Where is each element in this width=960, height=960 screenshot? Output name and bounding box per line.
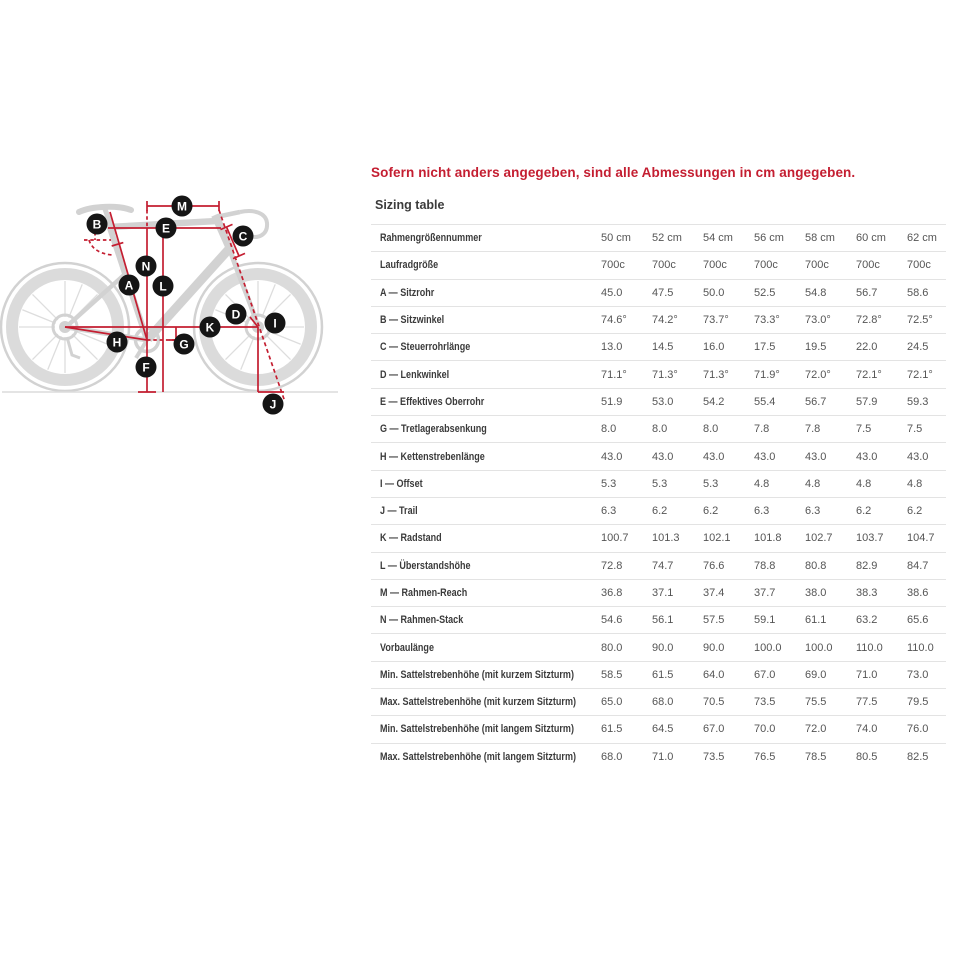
row-value: 50.0 — [703, 279, 754, 306]
marker-D — [226, 304, 247, 325]
row-value: 700c — [754, 252, 805, 279]
row-label: Vorbaulänge — [371, 634, 601, 661]
row-value: 4.8 — [907, 470, 946, 497]
table-row — [371, 388, 946, 415]
row-value: 45.0 — [601, 279, 652, 306]
marker-L — [153, 276, 174, 297]
marker-K — [200, 317, 221, 338]
row-value: 54 cm — [703, 225, 754, 252]
row-value: 7.5 — [907, 416, 946, 443]
marker-H — [107, 332, 128, 353]
row-value: 700c — [907, 252, 946, 279]
row-value: 104.7 — [907, 525, 946, 552]
row-label: Rahmengrößennummer — [371, 225, 601, 252]
row-value: 71.3° — [703, 361, 754, 388]
row-value: 68.0 — [652, 689, 703, 716]
row-value: 68.0 — [601, 750, 623, 763]
table-row — [371, 416, 946, 443]
row-value: 6.2 — [703, 497, 754, 524]
row-value: 22.0 — [856, 334, 907, 361]
row-value: 700c — [856, 252, 907, 279]
row-value: 76.5 — [754, 750, 776, 763]
row-value: 6.3 — [754, 497, 805, 524]
table-row — [371, 661, 946, 688]
row-value: 58.5 — [601, 661, 652, 688]
row-label: Max. Sattelstrebenhöhe (mit langem Sitzturm) — [380, 750, 576, 763]
row-value: 43.0 — [601, 443, 652, 470]
row-value: 102.7 — [805, 525, 856, 552]
row-value: 14.5 — [652, 334, 703, 361]
row-value: 73.0 — [907, 661, 946, 688]
row-value: 72.0 — [805, 716, 856, 743]
table-row — [371, 634, 946, 661]
row-value: 82.9 — [856, 552, 907, 579]
table-row — [371, 497, 946, 524]
row-value: 90.0 — [703, 634, 754, 661]
row-value: 80.0 — [601, 634, 652, 661]
row-value: 38.0 — [805, 579, 856, 606]
row-value: 76.0 — [907, 716, 946, 743]
row-value: 103.7 — [856, 525, 907, 552]
row-value: 54.2 — [703, 388, 754, 415]
row-value: 700c — [652, 252, 703, 279]
row-value: 6.3 — [601, 497, 652, 524]
row-value: 7.8 — [754, 416, 805, 443]
sizing-table-title: Sizing table — [375, 198, 445, 212]
row-value: 59.1 — [754, 607, 805, 634]
marker-M — [172, 196, 193, 217]
row-value: 51.9 — [601, 388, 652, 415]
svg-text:E: E — [161, 221, 171, 236]
row-value: 70.5 — [703, 689, 754, 716]
row-value: 53.0 — [652, 388, 703, 415]
row-value: 69.0 — [805, 661, 856, 688]
row-value: 78.5 — [805, 750, 827, 763]
row-value: 70.0 — [754, 716, 805, 743]
row-value: 24.5 — [907, 334, 946, 361]
row-value: 57.9 — [856, 388, 907, 415]
row-label: K — Radstand — [371, 525, 601, 552]
svg-text:I: I — [273, 316, 277, 331]
row-value: 700c — [601, 252, 652, 279]
row-value: 700c — [703, 252, 754, 279]
table-row — [371, 552, 946, 579]
marker-N — [136, 256, 157, 277]
row-value: 79.5 — [907, 689, 946, 716]
svg-text:B: B — [92, 217, 102, 232]
table-row — [371, 306, 946, 333]
row-value: 90.0 — [652, 634, 703, 661]
row-value: 8.0 — [703, 416, 754, 443]
table-row — [371, 225, 946, 252]
row-value: 73.7° — [703, 306, 754, 333]
row-value: 38.6 — [907, 579, 946, 606]
row-value: 67.0 — [754, 661, 805, 688]
row-label: Min. Sattelstrebenhöhe (mit langem Sitzturm) — [371, 716, 601, 743]
row-value: 37.4 — [703, 579, 754, 606]
row-value: 6.3 — [805, 497, 856, 524]
row-label: B — Sitzwinkel — [371, 306, 601, 333]
row-value: 43.0 — [805, 443, 856, 470]
row-value: 100.7 — [601, 525, 652, 552]
row-value: 700c — [805, 252, 856, 279]
row-value: 80.5 — [856, 750, 878, 763]
row-value: 65.6 — [907, 607, 946, 634]
row-value: 6.2 — [907, 497, 946, 524]
row-value: 37.7 — [754, 579, 805, 606]
svg-text:D: D — [231, 307, 241, 322]
marker-I — [265, 313, 286, 334]
row-value: 5.3 — [652, 470, 703, 497]
row-value: 56.7 — [805, 388, 856, 415]
row-value: 73.5 — [754, 689, 805, 716]
row-value: 71.0 — [856, 661, 907, 688]
svg-text:H: H — [112, 335, 122, 350]
row-value: 56 cm — [754, 225, 805, 252]
svg-text:G: G — [179, 337, 189, 352]
table-row — [371, 334, 946, 361]
row-value: 43.0 — [703, 443, 754, 470]
marker-J — [263, 394, 284, 415]
row-value: 72.1° — [907, 361, 946, 388]
row-value: 65.0 — [601, 689, 652, 716]
row-value: 4.8 — [805, 470, 856, 497]
row-value: 71.0 — [652, 750, 674, 763]
table-row — [371, 716, 946, 743]
row-value: 8.0 — [601, 416, 652, 443]
row-value: 6.2 — [652, 497, 703, 524]
svg-text:N: N — [141, 259, 151, 274]
row-value: 73.3° — [754, 306, 805, 333]
row-label: G — Tretlagerabsenkung — [371, 416, 601, 443]
row-value: 74.7 — [652, 552, 703, 579]
row-value: 52.5 — [754, 279, 805, 306]
table-row — [371, 607, 946, 634]
row-label: M — Rahmen-Reach — [371, 579, 601, 606]
row-value: 58.6 — [907, 279, 946, 306]
row-label: C — Steuerrohrlänge — [371, 334, 601, 361]
row-value: 43.0 — [754, 443, 805, 470]
row-value: 43.0 — [652, 443, 703, 470]
marker-F — [136, 357, 157, 378]
row-value: 59.3 — [907, 388, 946, 415]
row-value: 16.0 — [703, 334, 754, 361]
row-value: 72.1° — [856, 361, 907, 388]
svg-text:M: M — [177, 199, 187, 214]
row-value: 43.0 — [907, 443, 946, 470]
row-value: 72.5° — [907, 306, 946, 333]
table-row — [371, 279, 946, 306]
row-label: D — Lenkwinkel — [371, 361, 601, 388]
marker-B — [87, 214, 108, 235]
row-value: 64.5 — [652, 716, 703, 743]
row-value: 7.5 — [856, 416, 907, 443]
row-value: 101.8 — [754, 525, 805, 552]
row-value: 71.3° — [652, 361, 703, 388]
row-value: 61.5 — [652, 661, 703, 688]
row-value: 47.5 — [652, 279, 703, 306]
row-value: 73.5 — [703, 750, 725, 763]
row-value: 100.0 — [754, 634, 805, 661]
table-row — [371, 689, 946, 716]
row-value: 61.5 — [601, 716, 652, 743]
row-value: 54.8 — [805, 279, 856, 306]
row-value: 74.2° — [652, 306, 703, 333]
row-value: 50 cm — [601, 225, 652, 252]
row-value: 74.0 — [856, 716, 907, 743]
row-label: Min. Sattelstrebenhöhe (mit kurzem Sitzturm) — [371, 661, 601, 688]
row-value: 71.1° — [601, 361, 652, 388]
row-value: 72.0° — [805, 361, 856, 388]
row-value: 36.8 — [601, 579, 652, 606]
row-value: 54.6 — [601, 607, 652, 634]
row-value: 37.1 — [652, 579, 703, 606]
row-value: 61.1 — [805, 607, 856, 634]
svg-text:J: J — [269, 397, 277, 412]
units-note: Sofern nicht anders angegeben, sind alle Abmessungen in cm angegeben. — [371, 165, 856, 180]
row-value: 55.4 — [754, 388, 805, 415]
measure-arc-B — [89, 240, 112, 255]
row-label: L — Überstandshöhe — [371, 552, 601, 579]
row-value: 84.7 — [907, 552, 946, 579]
row-value: 72.8° — [856, 306, 907, 333]
row-value: 4.8 — [754, 470, 805, 497]
row-value: 110.0 — [856, 634, 907, 661]
row-value: 73.0° — [805, 306, 856, 333]
row-value: 75.5 — [805, 689, 856, 716]
row-value: 64.0 — [703, 661, 754, 688]
row-value: 101.3 — [652, 525, 703, 552]
row-value: 56.1 — [652, 607, 703, 634]
row-label: J — Trail — [371, 497, 601, 524]
table-row — [371, 525, 946, 552]
row-value: 74.6° — [601, 306, 652, 333]
row-value: 4.8 — [856, 470, 907, 497]
row-value: 56.7 — [856, 279, 907, 306]
row-value: 82.5 — [907, 750, 929, 763]
row-label: N — Rahmen-Stack — [371, 607, 601, 634]
row-value: 5.3 — [601, 470, 652, 497]
row-value: 38.3 — [856, 579, 907, 606]
svg-text:F: F — [142, 360, 150, 375]
row-value: 52 cm — [652, 225, 703, 252]
svg-text:L: L — [159, 279, 167, 294]
row-value: 102.1 — [703, 525, 754, 552]
row-label: Laufradgröße — [371, 252, 601, 279]
row-label: Max. Sattelstrebenhöhe (mit kurzem Sitzturm) — [371, 689, 601, 716]
row-value: 80.8 — [805, 552, 856, 579]
row-label: H — Kettenstrebenlänge — [371, 443, 601, 470]
row-value: 100.0 — [805, 634, 856, 661]
marker-G — [174, 334, 195, 355]
row-value: 7.8 — [805, 416, 856, 443]
row-label: A — Sitzrohr — [371, 279, 601, 306]
sizing-table — [371, 224, 946, 770]
row-value: 13.0 — [601, 334, 652, 361]
row-value: 8.0 — [652, 416, 703, 443]
table-row — [371, 579, 946, 606]
svg-text:A: A — [124, 278, 134, 293]
row-value: 62 cm — [907, 225, 946, 252]
table-row — [371, 252, 946, 279]
row-value: 43.0 — [856, 443, 907, 470]
row-value: 76.6 — [703, 552, 754, 579]
table-row — [371, 470, 946, 497]
measure-line-H — [65, 327, 147, 340]
row-value: 71.9° — [754, 361, 805, 388]
row-value: 67.0 — [703, 716, 754, 743]
row-value: 58 cm — [805, 225, 856, 252]
marker-E — [156, 218, 177, 239]
row-value: 6.2 — [856, 497, 907, 524]
marker-C — [233, 226, 254, 247]
row-value: 57.5 — [703, 607, 754, 634]
row-value: 77.5 — [856, 689, 907, 716]
row-value: 60 cm — [856, 225, 907, 252]
table-row — [371, 361, 946, 388]
table-row — [371, 443, 946, 470]
row-value: 63.2 — [856, 607, 907, 634]
svg-text:K: K — [205, 320, 215, 335]
row-value: 5.3 — [703, 470, 754, 497]
row-value: 17.5 — [754, 334, 805, 361]
row-label: I — Offset — [371, 470, 601, 497]
row-value: 19.5 — [805, 334, 856, 361]
svg-text:C: C — [238, 229, 248, 244]
row-value: 72.8 — [601, 552, 652, 579]
row-value: 78.8 — [754, 552, 805, 579]
row-value: 110.0 — [907, 634, 946, 661]
row-label: E — Effektives Oberrohr — [371, 388, 601, 415]
table-row — [371, 743, 946, 770]
marker-A — [119, 275, 140, 296]
bike-geometry-diagram — [0, 165, 345, 420]
